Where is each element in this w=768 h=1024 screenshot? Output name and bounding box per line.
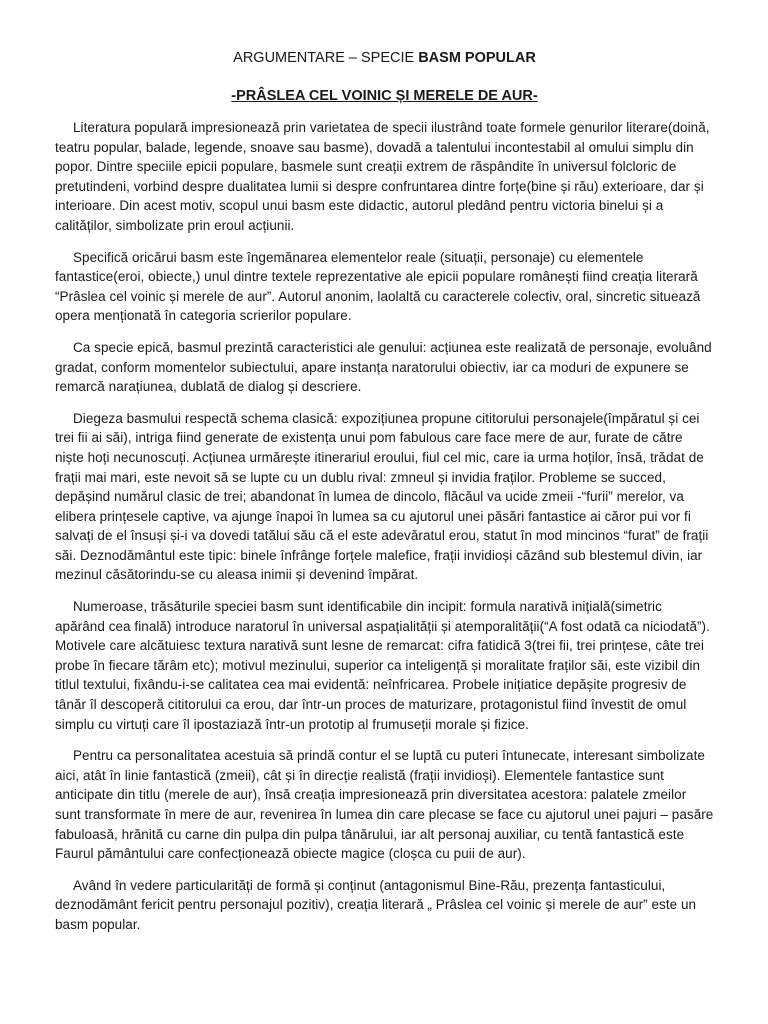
document-title xyxy=(55,48,714,68)
paragraph-real-fantastic: Specifică oricărui basm este îngemănarea elementelor reale (situații, personaje) cu elementele fantastice(eroi, obiecte,) unul dintre textele reprezentative ale epicii populare românești fiind creația literară “Prâslea cel voinic și merele de aur”. Autorul anonim, laolaltă cu caracterele colectiv, oral, sincretic situează opera menționată în categoria scrierilor populare. xyxy=(55,249,701,324)
paragraph-epic-species: Ca specie epică, basmul prezintă caracteristici ale genului: acțiunea este realizată de personaje, evoluând gradat, conform momentelor subiectului, apare instanța naratorului obiectiv, iar ca moduri de expunere se remarcă narațiunea, dublată de dialog și descriere. xyxy=(55,339,712,395)
paragraph-fantastic-elements: Pentru ca personalitatea acestuia să prindă contur el se luptă cu puteri întunecate, interesant simbolizate aici, atât în linie fantastică (zmeii), cât și în direcție realistă (frații invidioși). Elementele fantastice sunt anticipate din titlu (merele de aur), însă creația impresionează prin diversitatea acestora: palatele zmeilor sunt transformate în mere de aur, revenirea în lumea din care plecase se face cu ajutorul unei pajuri – pasăre fabuloasă, hrănită cu carne din pulpa din pulpa tânărului, iar alt personaj auxiliar, cu tentă fantastică este Faurul pământului care confecționează obiecte magice (cloșca cu puii de aur). xyxy=(55,748,714,862)
document-title-emphasis: BASM POPULAR xyxy=(418,50,536,66)
paragraph-diegesis: Diegeza basmului respectă schema clasică: expozițiunea propune cititorului personajele(împăratul și cei trei fii ai săi), intriga fiind generate de existența unui pom fabulous care face mere de aur, furate de către niște hoți necunoscuți. Acțiunea urmărește itinerariul eroului, fiul cel mic, care ia urma hoților, însă, trădat de frații mai mari, este nevoit să se lupte cu un dublu rival: zmneul și invidia fraților. Probleme se succed, depășind numărul clasic de trei; abandonat în lumea de dincolo, flăcăul va ucide zmeii -“furii” merelor, va elibera prințesele captive, va ajunge înapoi în lumea sa cu ajutorul unei păsări fantastice ai căror pui vor fi salvați de el însuși și-i va dovedi tatălui său că el este adevăratul erou, statut în mod mincinos “furat” de frații săi. Deznodământul este tipic: binele înfrânge forțele malefice, frații invidioși căzând sub blestemul divin, iar mezinul căsătorindu-se cu aleasa inimii și devenind împărat. xyxy=(55,410,709,583)
paragraph-features: Numeroase, trăsăturile speciei basm sunt identificabile din incipit: formula narativă inițială(simetric apărând cea finală) introduce naratorul în universal aspațialității și atemporalității(“A fost odată ca niciodată”). Motivele care alcătuiesc textura narativă sunt lesne de remarcat: cifra fatidică 3(trei fii, trei prințese, câte trei probe în fiecare tărâm etc); motivul mezinului, superior ca inteligență și moralitate fraților săi, este vizibil din titlul textului, fixându-i-se calitatea cea mai evidentă: neînfricarea. Probele inițiatice depășite progresiv de tânăr îl descoperă cititorului ca erou, dar într-un proces de maturizare, protagonistul fiind învestit de omul simplu cu virtuți care îl ipostaziază într-un prototip al frumuseții morale și fizice. xyxy=(55,599,710,732)
document-subtitle: -PRÂSLEA CEL VOINIC ȘI MERELE DE AUR- xyxy=(231,88,538,104)
paragraph-intro: Literatura populară impresionează prin varietatea de specii ilustrând toate formele genurilor literare(doină, teatru popular, balade, legende, snoave sau basme), dovadă a talentului incontestabil al omului simplu din popor. Dintre speciile epicii populare, basmele sunt creații extrem de răspândite în universul folcloric de pretutindeni, vorbind despre dualitatea lumii si despre confruntarea dintre forțe(bine și rău) exterioare, dar și interioare. Din acest motiv, scopul unui basm este didactic, autorul pledând pentru victoria binelui și a calităților, simbolizate prin eroul acțiunii. xyxy=(55,120,710,233)
document-title-prefix: ARGUMENTARE – SPECIE xyxy=(233,50,419,66)
paragraph-conclusion: Având în vedere particularități de formă și conținut (antagonismul Bine-Rău, prezența fantasticului, deznodământ fericit pentru personajul pozitiv), creația literară „ Prâslea cel voinic și merele de aur” este un basm popular. xyxy=(55,877,697,932)
